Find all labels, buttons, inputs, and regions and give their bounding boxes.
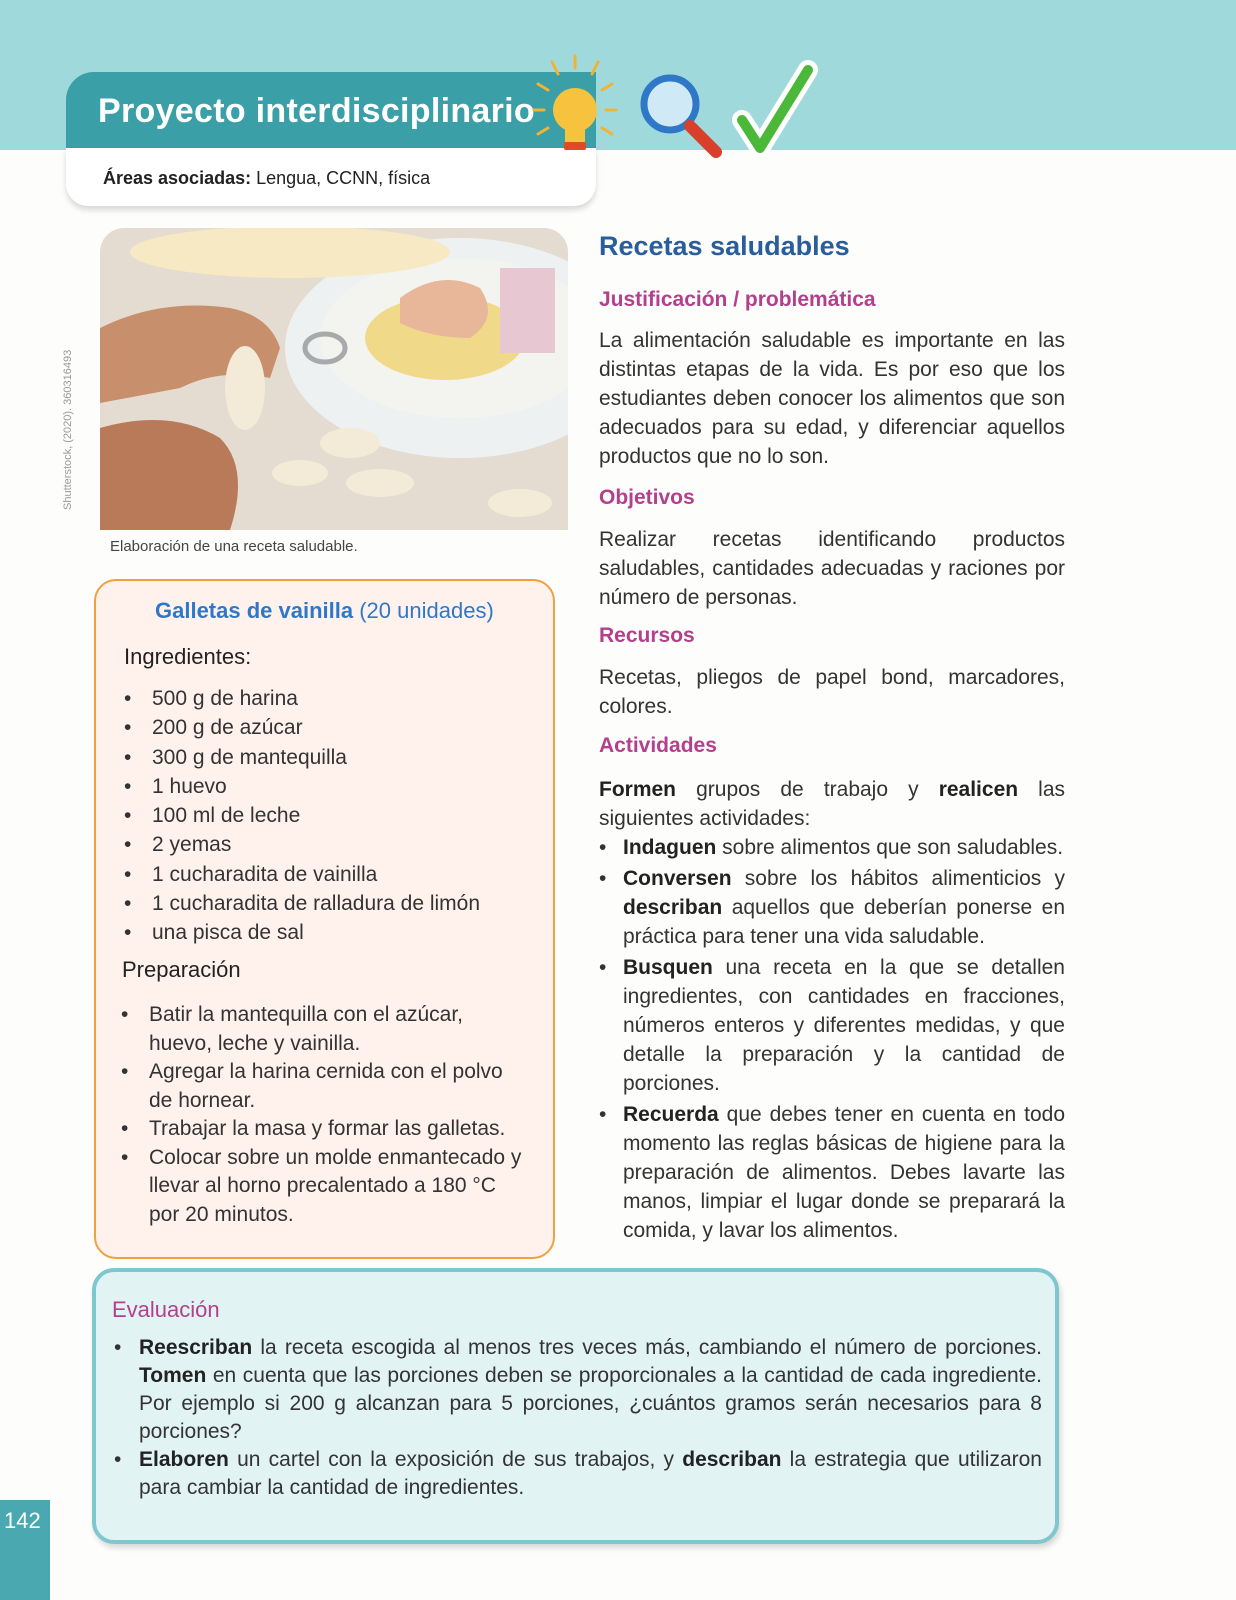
bold-verb: Elaboren — [139, 1448, 229, 1471]
areas-label: Áreas asociadas: — [103, 168, 252, 188]
text-run: grupos de trabajo y — [676, 778, 939, 801]
list-item — [597, 953, 1065, 1098]
ingredients-list — [124, 684, 534, 948]
text-run: en cuenta que las porciones deben se proporcionales a la cantidad de cada ingrediente. Por ejemplo si 200 g alcanzan para 5 porciones, ¿cuántos gramos serán necesarios para 8 porciones? — [139, 1364, 1042, 1443]
text-run: sobre los hábitos alimenticios y — [731, 867, 1065, 890]
preparation-heading: Preparación — [122, 957, 241, 982]
checkmark-icon — [742, 70, 808, 148]
recipe-name: Galletas de vainilla — [155, 598, 354, 623]
recipe-photo — [100, 228, 568, 530]
text-run: una receta en la que se detallen ingredientes, con cantidades en fracciones, números enteros y diferentes medidas, y que detalle la preparación y la cantidad de porciones. — [623, 956, 1065, 1095]
list-item — [112, 1334, 1042, 1446]
list-item: • Colocar sobre un molde enmantecado y llevar al horno precalentado a 180 °C por 20 minutos. — [121, 1144, 531, 1230]
areas-line — [103, 168, 430, 189]
list-item — [597, 864, 1065, 951]
page-number: 142 — [4, 1508, 41, 1533]
photo-credit: Shutterstock, (2020). 360316493 — [62, 349, 74, 510]
list-item — [112, 1446, 1042, 1502]
page-title: Proyecto interdisciplinario — [98, 92, 535, 130]
objectives-heading: Objetivos — [599, 486, 695, 509]
magnifier-icon — [644, 78, 716, 152]
text-run: la receta escogida al menos tres veces más, cambiando el número de porciones. — [252, 1336, 1042, 1359]
list-item: • 1 huevo — [124, 772, 534, 801]
project-title: Recetas saludables — [599, 231, 850, 261]
list-item: • 200 g de azúcar — [124, 713, 534, 742]
bold-verb: Busquen — [623, 956, 713, 979]
text-run: aquellos que deberían ponerse en práctica para tener una vida saludable. — [623, 896, 1065, 948]
text-run: sobre alimentos que son saludables. — [716, 836, 1064, 859]
bold-verb: Conversen — [623, 867, 732, 890]
list-item — [597, 833, 1065, 862]
bold-verb: describan — [623, 896, 723, 919]
list-item: • 1 cucharadita de ralladura de limón — [124, 889, 534, 918]
bold-verb: Recuerda — [623, 1103, 719, 1126]
ingredients-heading: Ingredientes: — [124, 644, 252, 669]
justification-text: La alimentación saludable es importante en las distintas etapas de la vida. Es por eso que los estudiantes deben conocer los alimentos que son adecuados para su edad, y diferenciar aquellos productos que no lo son. — [599, 329, 1065, 468]
activities-heading: Actividades — [599, 734, 717, 757]
bold-verb: Formen — [599, 778, 677, 801]
recipe-yield: (20 unidades) — [359, 598, 494, 623]
list-item: • Trabajar la masa y formar las galletas. — [121, 1115, 531, 1144]
list-item: • Batir la mantequilla con el azúcar, huevo, leche y vainilla. — [121, 1001, 531, 1058]
evaluation-heading: Evaluación — [112, 1297, 220, 1322]
areas-value: Lengua, CCNN, física — [256, 168, 431, 188]
evaluation-list — [112, 1334, 1042, 1502]
list-item: • 500 g de harina — [124, 684, 534, 713]
list-item: • una pisca de sal — [124, 918, 534, 947]
recipe-title — [155, 598, 494, 624]
list-item — [597, 1100, 1065, 1245]
header-icons — [520, 48, 820, 178]
text-run: un cartel con la exposición de sus trabajos, y — [228, 1448, 683, 1471]
list-item: • 100 ml de leche — [124, 801, 534, 830]
lightbulb-icon — [534, 56, 616, 150]
objectives-text: Realizar recetas identificando productos saludables, cantidades adecuadas y raciones por número de personas. — [599, 528, 1065, 609]
bold-verb: realicen — [938, 778, 1019, 801]
text-run: las siguientes actividades: — [599, 778, 1065, 830]
activities-list — [597, 833, 1065, 1247]
bold-verb: Reescriban — [139, 1336, 253, 1359]
list-item: • 1 cucharadita de vainilla — [124, 860, 534, 889]
bold-verb: Indaguen — [623, 836, 717, 859]
preparation-list — [121, 1001, 531, 1229]
bold-verb: describan — [682, 1448, 782, 1471]
list-item: • Agregar la harina cernida con el polvo de hornear. — [121, 1058, 531, 1115]
justification-heading: Justificación / problemática — [599, 288, 876, 311]
list-item: • 300 g de mantequilla — [124, 743, 534, 772]
resources-heading: Recursos — [599, 624, 695, 647]
text-run: que debes tener en cuenta en todo momento las reglas básicas de higiene para la preparación de alimentos. Debes lavarte las manos, limpiar el lugar donde se preparará la comida, y lavar los alimentos. — [623, 1103, 1065, 1242]
activities-intro — [599, 775, 1065, 833]
text-run: la estrategia que utilizaron para cambiar la cantidad de ingredientes. — [139, 1448, 1042, 1499]
resources-text: Recetas, pliegos de papel bond, marcadores, colores. — [599, 666, 1065, 718]
bold-verb: Tomen — [139, 1364, 207, 1387]
list-item: • 2 yemas — [124, 830, 534, 859]
photo-caption: Elaboración de una receta saludable. — [110, 538, 358, 555]
